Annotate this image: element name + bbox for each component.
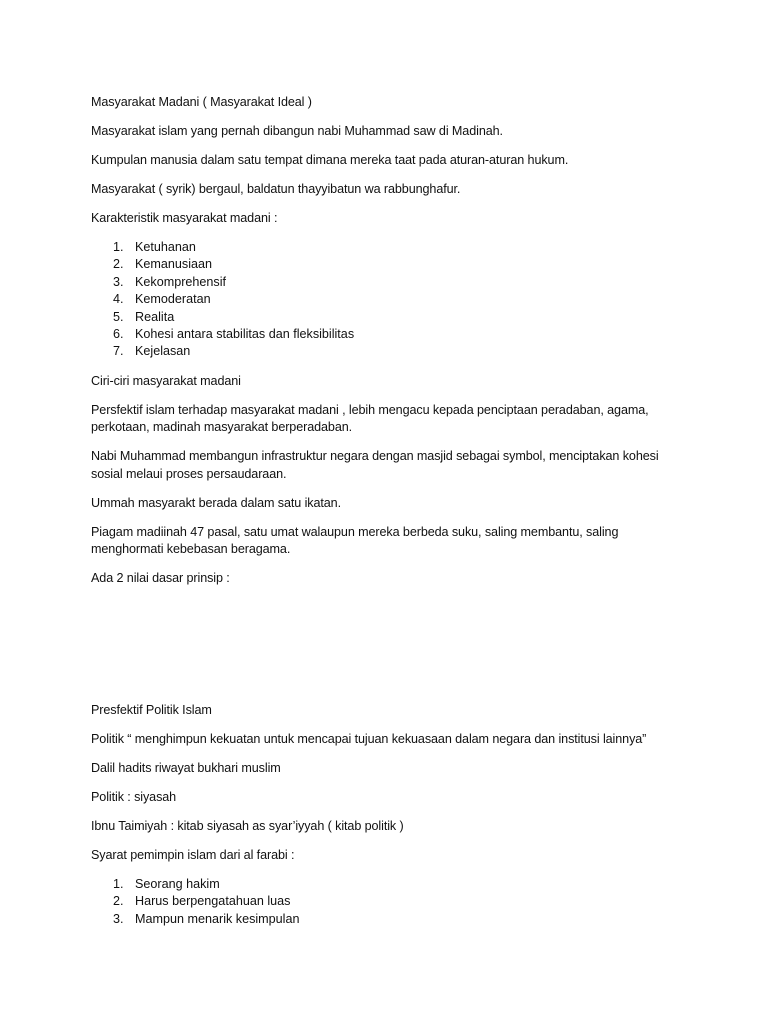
list-item-text: Kekomprehensif — [135, 274, 227, 289]
list-item — [91, 274, 691, 291]
list-number: 1. — [113, 240, 124, 254]
list-number: 2. — [113, 894, 124, 909]
paragraph: Politik “ menghimpun kekuatan untuk mencapai tujuan kekuasaan dalam negara dan institusi lainnya” — [91, 732, 647, 746]
list-item — [91, 256, 691, 273]
list-item-text: Realita — [135, 309, 175, 324]
list-item-text: Harus berpengatahuan luas — [135, 894, 291, 909]
list-item-text: Kohesi antara stabilitas dan fleksibilitas — [135, 327, 355, 342]
list-number: 4. — [113, 292, 124, 307]
list-number: 7. — [113, 344, 124, 359]
paragraph: Ibnu Taimiyah : kitab siyasah as syar’iyyah ( kitab politik ) — [91, 819, 404, 833]
list-number: 3. — [113, 911, 124, 926]
paragraph-ciri-ciri: Ciri-ciri masyarakat madani — [91, 373, 241, 388]
paragraph: Masyarakat ( syrik) bergaul, baldatun thayyibatun wa rabbunghafur. — [91, 182, 461, 196]
list-item — [91, 343, 691, 360]
list-number: 6. — [113, 327, 124, 342]
heading-politik-islam: Presfektif Politik Islam — [91, 703, 212, 717]
paragraph: Piagam madiinah 47 pasal, satu umat walaupun mereka berbeda suku, saling membantu, saling menghormati kebebasan beragama. — [91, 524, 619, 557]
list-item-text: Kejelasan — [135, 344, 191, 359]
list-item-text: Kemanusiaan — [135, 257, 213, 272]
list-item — [91, 291, 691, 308]
list-number: 5. — [113, 309, 124, 324]
paragraph-karakteristik-label: Karakteristik masyarakat madani : — [91, 211, 278, 225]
paragraph: Dalil hadits riwayat bukhari muslim — [91, 761, 281, 775]
list-item — [91, 876, 711, 893]
list-item-text: Seorang hakim — [135, 877, 220, 891]
paragraph: Ada 2 nilai dasar prinsip : — [91, 571, 230, 586]
list-item — [91, 911, 711, 928]
paragraph: Persfektif islam terhadap masyarakat madani , lebih mengacu kepada penciptaan peradaban, agama, perkotaan, madinah masyarakat berperadaban. — [91, 402, 649, 435]
list-number: 1. — [113, 877, 124, 891]
list-item — [91, 239, 691, 256]
list-item — [91, 309, 691, 326]
section-masyarakat-madani — [91, 94, 691, 599]
paragraph-syarat-label: Syarat pemimpin islam dari al farabi : — [91, 848, 295, 862]
paragraph: Nabi Muhammad membangun infrastruktur negara dengan masjid sebagai symbol, menciptakan kohesi sosial melaui proses persaudaraan. — [91, 449, 659, 481]
list-item-text: Mampun menarik kesimpulan — [135, 911, 300, 926]
section-politik-islam — [91, 702, 711, 940]
list-number: 3. — [113, 274, 124, 289]
list-syarat-pemimpin — [91, 876, 711, 928]
list-item-text: Kemoderatan — [135, 292, 211, 307]
list-item — [91, 326, 691, 343]
paragraph: Politik : siyasah — [91, 790, 177, 804]
paragraph: Ummah masyarakt berada dalam satu ikatan. — [91, 495, 341, 510]
paragraph: Kumpulan manusia dalam satu tempat dimana mereka taat pada aturan-aturan hukum. — [91, 153, 569, 167]
list-item-text: Ketuhanan — [135, 240, 196, 254]
list-karakteristik — [91, 239, 691, 361]
paragraph: Masyarakat islam yang pernah dibangun nabi Muhammad saw di Madinah. — [91, 124, 503, 138]
list-number: 2. — [113, 257, 124, 272]
list-item — [91, 893, 711, 910]
heading-masyarakat-madani: Masyarakat Madani ( Masyarakat Ideal ) — [91, 95, 312, 109]
